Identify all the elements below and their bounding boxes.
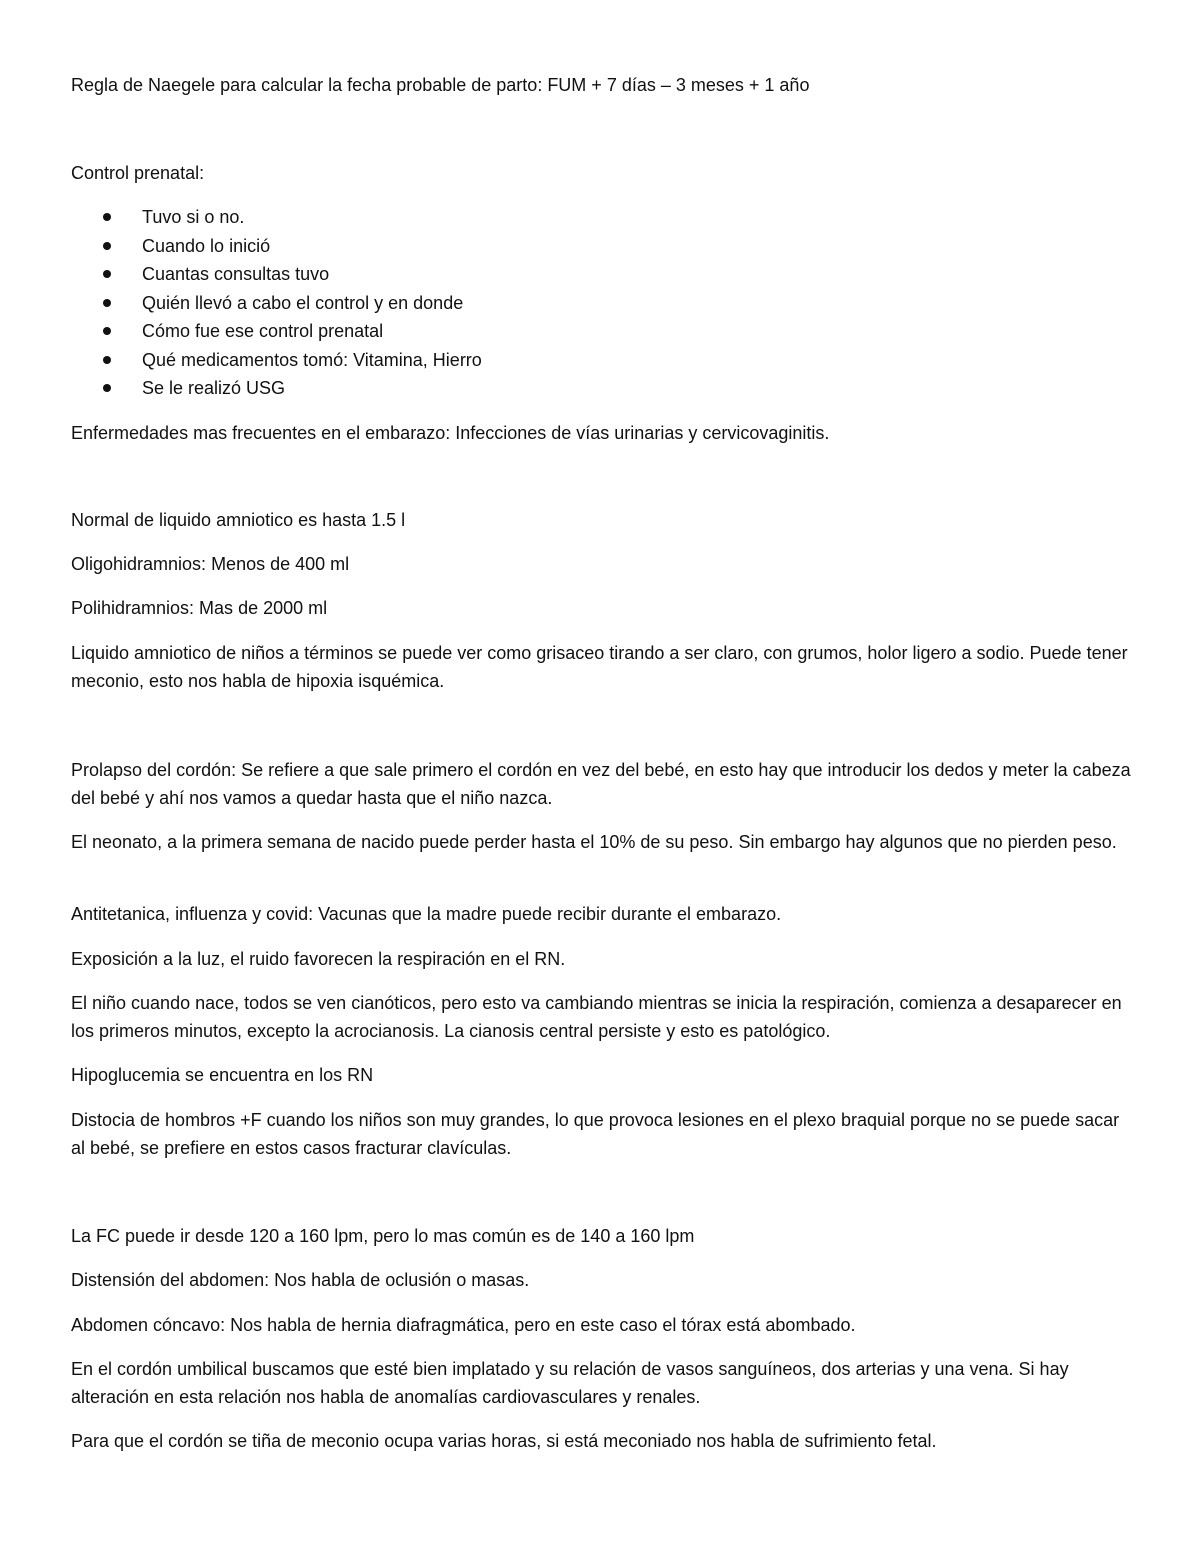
list-item-text: Se le realizó USG: [142, 378, 286, 398]
list-item: [71, 232, 482, 261]
liquido-aspecto: Liquido amniotico de niños a términos se puede ver como grisaceo tirando a ser claro, con grumos, holor ligero a sodio. Puede tener meconio, esto nos habla de hipoxia isquémica.: [71, 643, 1128, 691]
abdomen-concavo: Abdomen cóncavo: Nos habla de hernia diafragmática, pero en este caso el tórax está abombado.: [71, 1315, 856, 1335]
list-item-text: Tuvo si o no.: [142, 207, 245, 227]
distension-abdomen: Distensión del abdomen: Nos habla de oclusión o masas.: [71, 1270, 530, 1290]
prenatal-list: [71, 203, 482, 403]
meconio-cordon: Para que el cordón se tiña de meconio ocupa varias horas, si está meconiado nos habla de sufrimiento fetal.: [71, 1431, 937, 1451]
list-item-text: Cuantas consultas tuvo: [142, 264, 330, 284]
list-item: [71, 374, 482, 403]
list-item: [71, 346, 482, 375]
bullet-icon: [103, 356, 111, 364]
list-item-text: Cuando lo inició: [142, 235, 271, 256]
prolapso-cordon: Prolapso del cordón: Se refiere a que sale primero el cordón en vez del bebé, en esto hay que introducir los dedos y meter la cabeza del bebé y ahí nos vamos a quedar hasta que el niño nazca.: [71, 760, 1131, 808]
prenatal-heading: Control prenatal:: [71, 163, 205, 183]
oligohidramnios: Oligohidramnios: Menos de 400 ml: [71, 554, 350, 574]
list-item: [71, 289, 482, 318]
list-item-text: Qué medicamentos tomó: Vitamina, Hierro: [142, 349, 482, 370]
polihidramnios: Polihidramnios: Mas de 2000 ml: [71, 598, 328, 618]
exposicion-luz: Exposición a la luz, el ruido favorecen la respiración en el RN.: [71, 949, 566, 969]
list-item-text: Quién llevó a cabo el control y en donde: [142, 292, 464, 313]
list-item: [71, 203, 482, 232]
list-item: [71, 317, 482, 346]
bullet-icon: [103, 384, 111, 392]
cianosis: El niño cuando nace, todos se ven cianóticos, pero esto va cambiando mientras se inicia la respiración, comienza a desaparecer en los primeros minutos, excepto la acrocianosis. La cianosis central persiste y esto es patológico.: [71, 993, 1122, 1041]
neonato-peso: El neonato, a la primera semana de nacido puede perder hasta el 10% de su peso. Sin embargo hay algunos que no pierden peso.: [71, 832, 1117, 852]
list-item-text: Cómo fue ese control prenatal: [142, 321, 384, 341]
frecuencia-cardiaca: La FC puede ir desde 120 a 160 lpm, pero lo mas común es de 140 a 160 lpm: [71, 1226, 695, 1246]
bullet-icon: [103, 299, 111, 307]
vacunas: Antitetanica, influenza y covid: Vacunas que la madre puede recibir durante el embarazo.: [71, 904, 782, 924]
bullet-icon: [103, 327, 111, 335]
bullet-icon: [103, 270, 111, 278]
list-item: [71, 260, 482, 289]
enfermedades-frecuentes: Enfermedades mas frecuentes en el embarazo: Infecciones de vías urinarias y cervicovaginitis.: [71, 423, 830, 443]
naegele-rule: Regla de Naegele para calcular la fecha probable de parto: FUM + 7 días – 3 meses + 1 año: [71, 75, 810, 95]
cordon-umbilical: En el cordón umbilical buscamos que esté bien implatado y su relación de vasos sanguíneos, dos arterias y una vena. Si hay alteración en esta relación nos habla de anomalías cardiovasculares y renales.: [71, 1359, 1069, 1407]
bullet-icon: [103, 213, 111, 221]
liquido-normal: Normal de liquido amniotico es hasta 1.5 l: [71, 510, 406, 530]
distocia-hombros: Distocia de hombros +F cuando los niños son muy grandes, lo que provoca lesiones en el plexo braquial porque no se puede sacar al bebé, se prefiere en estos casos fracturar clavículas.: [71, 1110, 1120, 1158]
bullet-icon: [103, 242, 111, 250]
hipoglucemia: Hipoglucemia se encuentra en los RN: [71, 1065, 374, 1085]
